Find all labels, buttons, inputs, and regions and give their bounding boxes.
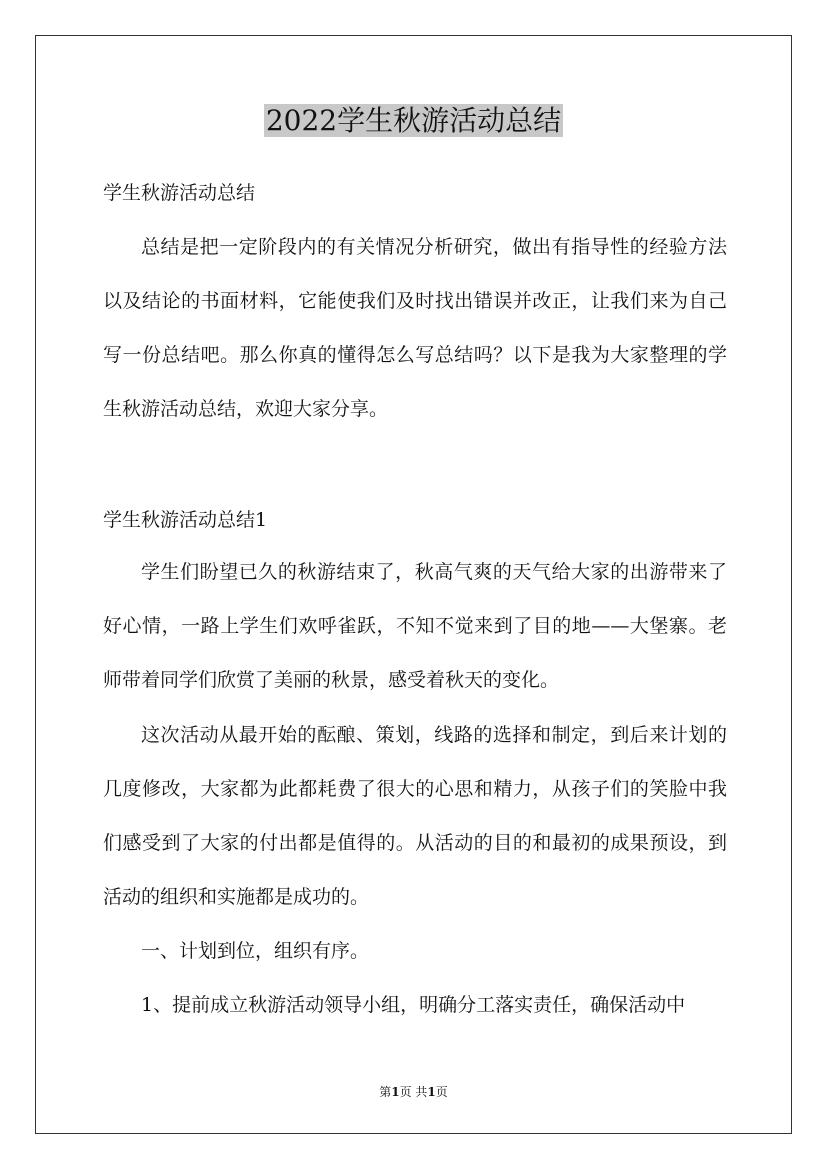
document-title-text: 2022学生秋游活动总结 — [265, 104, 562, 137]
page-footer — [0, 1083, 827, 1101]
document-subtitle: 学生秋游活动总结 — [103, 182, 256, 204]
footer-suffix: 页 — [435, 1085, 448, 1099]
intro-paragraph: 总结是把一定阶段内的有关情况分析研究，做出有指导性的经验方法以及结论的书面材料，它能使我们及时找出错误并改正，让我们来为自己写一份总结吧。那么你真的懂得怎么写总结吗？以下是我为大家整理的学生秋游活动总结，欢迎大家分享。 — [103, 236, 727, 420]
body-paragraph-2: 这次活动从最开始的酝酿、策划，线路的选择和制定，到后来计划的几度修改，大家都为此都耗费了很大的心思和精力，从孩子们的笑脸中我们感受到了大家的付出都是值得的。从活动的目的和最初的成果预设，到活动的组织和实施都是成功的。 — [103, 724, 727, 908]
footer-prefix: 第 — [379, 1085, 392, 1099]
section-heading: 学生秋游活动总结1 — [103, 509, 268, 531]
document-title — [0, 100, 827, 142]
body-paragraph-3: 一、计划到位，组织有序。 — [141, 940, 370, 962]
footer-page-total: 1 — [427, 1085, 436, 1099]
body-paragraph-4: 1、提前成立秋游活动领导小组，明确分工落实责任，确保活动中 — [141, 994, 686, 1016]
body-paragraph-1: 学生们盼望已久的秋游结束了，秋高气爽的天气给大家的出游带来了好心情，一路上学生们欢呼雀跃，不知不觉来到了目的地——大堡寨。老师带着同学们欣赏了美丽的秋景，感受着秋天的变化。 — [103, 561, 727, 691]
footer-mid: 页 共 — [399, 1085, 428, 1099]
footer-page-number: 1 — [391, 1085, 400, 1099]
